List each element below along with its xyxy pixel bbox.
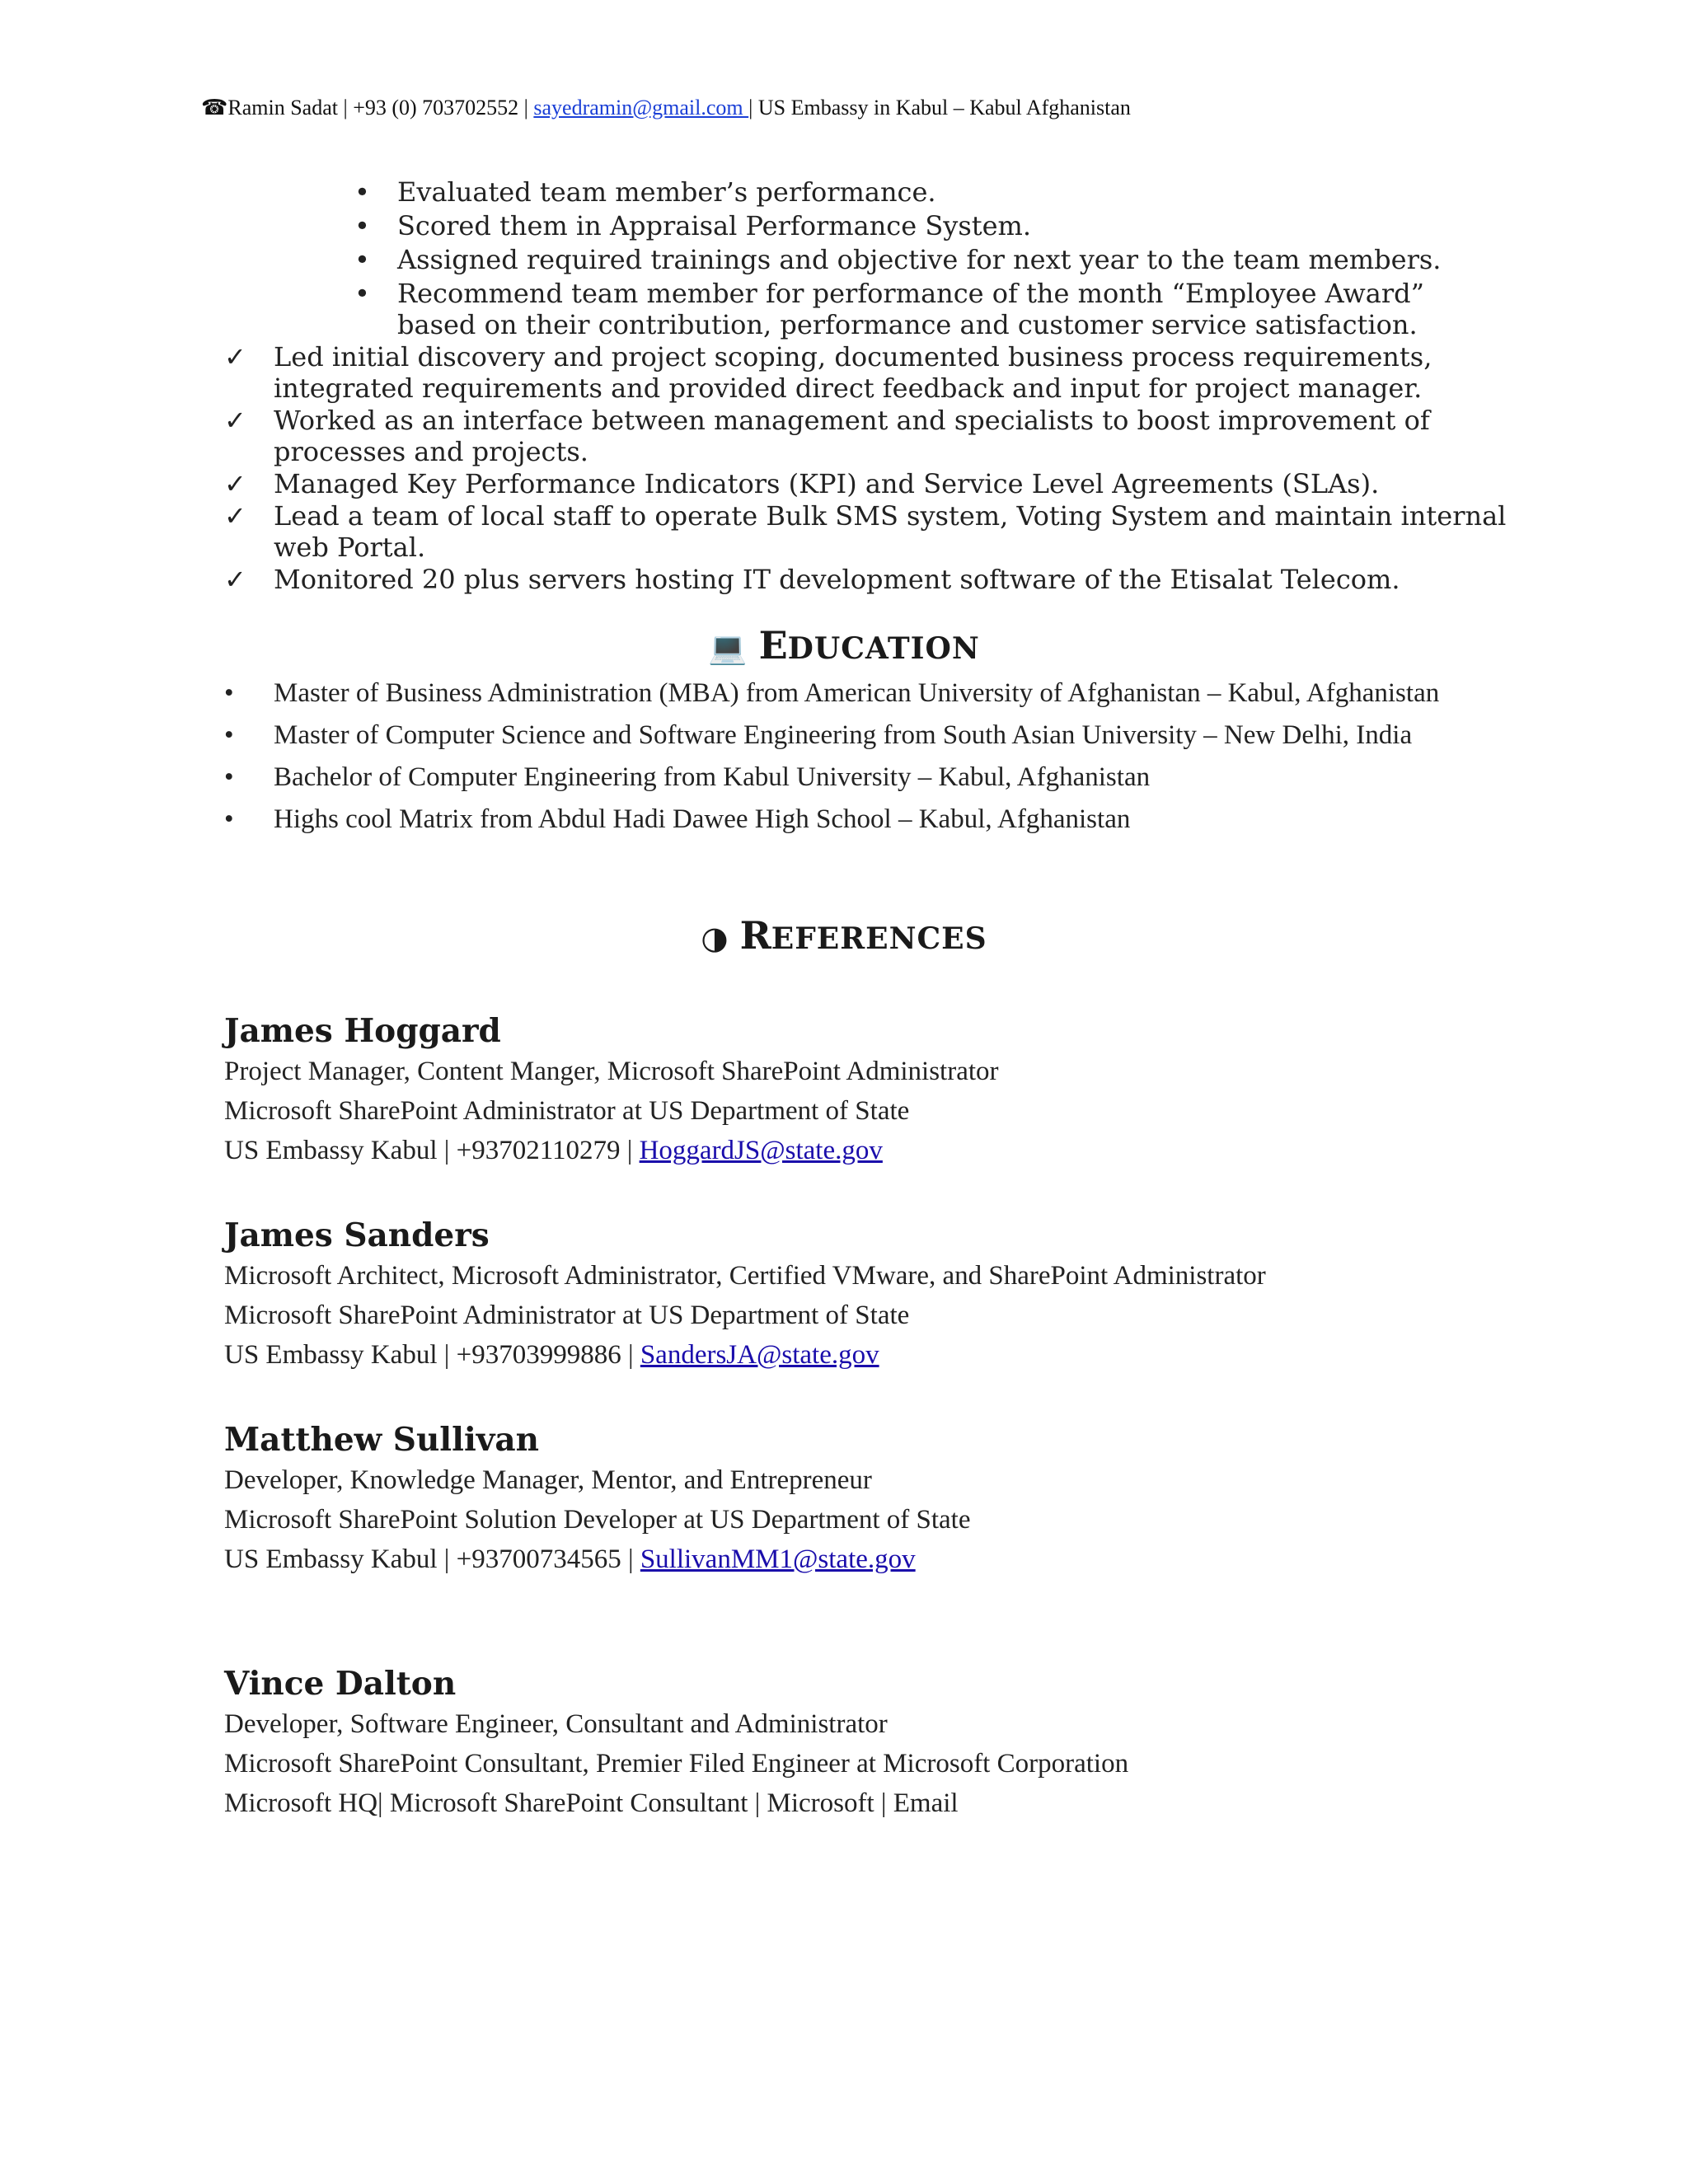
reference-role: Microsoft SharePoint Administrator at US Department of State — [224, 1096, 910, 1126]
reference-contact-text: US Embassy Kabul | +93703999886 | — [224, 1340, 640, 1370]
education-heading — [0, 623, 1688, 668]
list-item-text: Lead a team of local staff to operate Bulk SMS system, Voting System and maintain internal web Portal. — [274, 500, 1507, 563]
reference-contact-text: Microsoft HQ| Microsoft SharePoint Consultant | Microsoft | Email — [224, 1788, 959, 1818]
list-item — [224, 719, 1526, 751]
list-item — [354, 210, 1508, 241]
reference-title: Microsoft Architect, Microsoft Administrator, Certified VMware, and SharePoint Administrator — [224, 1261, 1266, 1291]
reference-contact — [224, 1335, 1543, 1375]
reference-name: Vince Dalton — [224, 1665, 457, 1703]
list-item — [224, 500, 1510, 563]
list-item-text: Recommend team member for performance of the month “Employee Award” based on their contribution, performance and customer service satisfaction. — [397, 278, 1424, 340]
reference-name: James Hoggard — [224, 1012, 501, 1050]
reference-email-link[interactable]: SullivanMM1@state.gov — [640, 1544, 916, 1574]
heading-initial: E — [758, 623, 788, 668]
list-item-text: Assigned required trainings and objective for next year to the team members. — [397, 244, 1442, 275]
checkmark-icon: ✓ — [224, 500, 246, 532]
list-item-text: Highs cool Matrix from Abdul Hadi Dawee High School – Kabul, Afghanistan — [274, 804, 1131, 834]
achievement-list — [224, 341, 1510, 596]
reference-name: James Sanders — [224, 1216, 490, 1254]
reference-card — [224, 1663, 1543, 1823]
contrast-circle-icon: ◑ — [701, 920, 729, 956]
reference-title: Project Manager, Content Manger, Microsoft SharePoint Administrator — [224, 1057, 999, 1086]
list-item-text: Master of Business Administration (MBA) from American University of Afghanistan – Kabul, Afghanistan — [274, 678, 1440, 708]
references-heading — [0, 913, 1688, 958]
reference-email-link[interactable]: SandersJA@state.gov — [640, 1340, 879, 1370]
reference-role: Microsoft SharePoint Solution Developer at US Department of State — [224, 1505, 971, 1535]
reference-card — [224, 1010, 1543, 1170]
heading-initial: R — [739, 913, 771, 958]
checkmark-icon: ✓ — [224, 405, 246, 436]
reference-contact-text: US Embassy Kabul | +93700734565 | — [224, 1544, 640, 1574]
checkmark-icon: ✓ — [224, 468, 246, 499]
list-item — [224, 804, 1526, 835]
list-item — [224, 468, 1510, 499]
sub-bullet-list — [354, 176, 1508, 343]
reference-contact-text: US Embassy Kabul | +93702110279 | — [224, 1136, 640, 1165]
list-item — [354, 244, 1508, 275]
list-item-text: Scored them in Appraisal Performance System. — [397, 210, 1032, 241]
bullet-icon: • — [224, 804, 234, 834]
reference-email-link[interactable]: HoggardJS@state.gov — [639, 1136, 883, 1165]
bullet-icon: • — [354, 210, 370, 241]
reference-contact — [224, 1540, 1543, 1579]
checkmark-icon: ✓ — [224, 341, 246, 373]
laptop-icon: 💻 — [708, 630, 748, 666]
list-item-text: Master of Computer Science and Software Engineering from South Asian University – New Delhi, India — [274, 720, 1413, 750]
list-item — [224, 405, 1510, 467]
reference-card — [224, 1215, 1543, 1375]
reference-contact — [224, 1783, 1543, 1823]
list-item-text: Led initial discovery and project scoping, documented business process requirements, integrated requirements and provided direct feedback and input for project manager. — [274, 341, 1432, 404]
header-location: | US Embassy in Kabul – Kabul Afghanistan — [748, 96, 1131, 120]
bullet-icon: • — [224, 678, 234, 708]
reference-title: Developer, Knowledge Manager, Mentor, and Entrepreneur — [224, 1465, 872, 1495]
checkmark-icon: ✓ — [224, 564, 246, 595]
bullet-icon: • — [354, 278, 370, 309]
bullet-icon: • — [354, 176, 370, 208]
heading-rest: EFERENCES — [771, 921, 987, 956]
bullet-icon: • — [354, 244, 370, 275]
reference-role: Microsoft SharePoint Administrator at US Department of State — [224, 1301, 910, 1330]
reference-role: Microsoft SharePoint Consultant, Premier Filed Engineer at Microsoft Corporation — [224, 1749, 1129, 1779]
header-email-link[interactable]: sayedramin@gmail.com — [533, 96, 749, 120]
list-item — [224, 762, 1526, 793]
bullet-icon: • — [224, 762, 234, 792]
reference-card — [224, 1419, 1543, 1579]
list-item — [354, 278, 1508, 340]
heading-rest: DUCATION — [787, 631, 980, 666]
list-item-text: Evaluated team member’s performance. — [397, 176, 936, 208]
header-name-phone: Ramin Sadat | +93 (0) 703702552 | — [227, 96, 534, 120]
list-item — [354, 176, 1508, 208]
list-item — [224, 341, 1510, 404]
reference-name: Matthew Sullivan — [224, 1421, 540, 1459]
reference-title: Developer, Software Engineer, Consultant and Administrator — [224, 1709, 888, 1739]
list-item-text: Worked as an interface between management and specialists to boost improvement of processes and projects. — [274, 405, 1430, 467]
phone-icon: ☎ — [201, 96, 228, 120]
list-item-text: Monitored 20 plus servers hosting IT development software of the Etisalat Telecom. — [274, 564, 1400, 595]
list-item — [224, 677, 1526, 709]
list-item-text: Bachelor of Computer Engineering from Kabul University – Kabul, Afghanistan — [274, 762, 1151, 792]
education-list — [224, 677, 1526, 846]
contact-header — [201, 96, 1131, 120]
reference-contact — [224, 1131, 1543, 1170]
list-item-text: Managed Key Performance Indicators (KPI) and Service Level Agreements (SLAs). — [274, 468, 1380, 499]
list-item — [224, 564, 1510, 595]
bullet-icon: • — [224, 720, 234, 750]
